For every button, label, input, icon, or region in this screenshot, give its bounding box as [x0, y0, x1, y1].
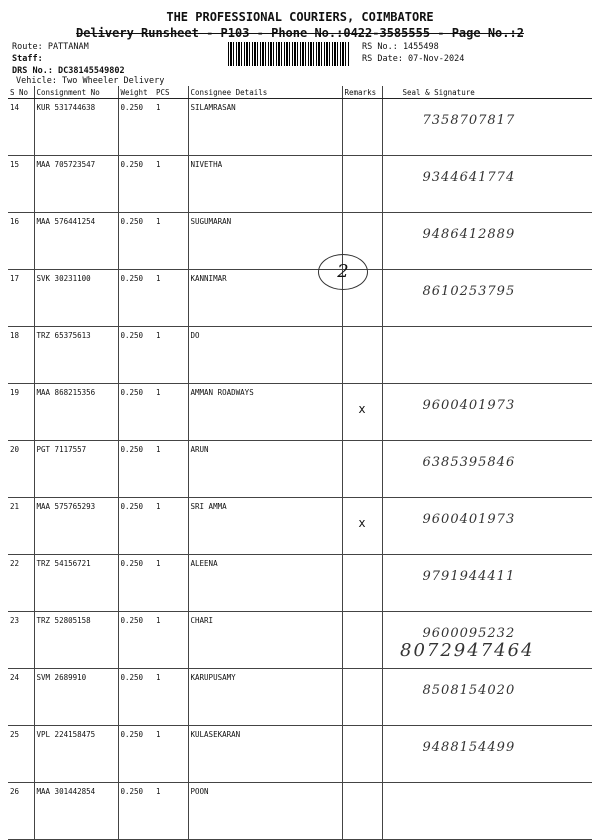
row-signature: 8508154020: [382, 669, 592, 726]
route-label: Route: PATTANAM: [12, 42, 89, 52]
row-pcs: 1: [154, 327, 188, 384]
col-weight: Weight: [118, 86, 154, 99]
row-consignment: TRZ 54156721: [34, 555, 118, 612]
runsheet-table: [8, 86, 592, 840]
row-consignee: POON: [188, 783, 342, 840]
row-signature: 9486412889: [382, 213, 592, 270]
row-remarks: x: [342, 384, 382, 441]
row-signature: 9600095232: [382, 612, 592, 669]
row-signature: 7358707817: [382, 99, 592, 156]
row-signature: 9488154499: [382, 726, 592, 783]
rs-number: RS No.: 1455498: [362, 42, 439, 52]
row-sno: 22: [8, 555, 34, 612]
row-consignee: DO: [188, 327, 342, 384]
row-sno: 17: [8, 270, 34, 327]
row-pcs: 1: [154, 270, 188, 327]
table-row: [8, 726, 592, 783]
row-sno: 25: [8, 726, 34, 783]
row-remarks: [342, 669, 382, 726]
row-consignment: MAA 868215356: [34, 384, 118, 441]
drs-number: DRS No.: DC38145549802: [12, 66, 125, 76]
row-consignment: MAA 705723547: [34, 156, 118, 213]
row-signature: 6385395846: [382, 441, 592, 498]
row-pcs: 1: [154, 783, 188, 840]
row-consignee: ALEENA: [188, 555, 342, 612]
runsheet-subtitle: Delivery Runsheet - P103 - Phone No.:0422-3585555 - Page No.:2: [76, 26, 524, 40]
table-row: [8, 441, 592, 498]
extra-phone-handwritten: 8072947464: [400, 640, 535, 661]
row-signature: [382, 327, 592, 384]
row-remarks: [342, 555, 382, 612]
row-consignee: CHARI: [188, 612, 342, 669]
row-weight: 0.250: [118, 99, 154, 156]
row-consignee: KARUPUSAMY: [188, 669, 342, 726]
table-row: [8, 270, 592, 327]
table-row: [8, 669, 592, 726]
row-sno: 16: [8, 213, 34, 270]
table-row: [8, 213, 592, 270]
table-header-row: [8, 86, 592, 99]
row-consignee: SRI AMMA: [188, 498, 342, 555]
row-consignee: SUGUMARAN: [188, 213, 342, 270]
row-remarks: [342, 726, 382, 783]
row-sno: 19: [8, 384, 34, 441]
row-weight: 0.250: [118, 498, 154, 555]
col-consignee: Consignee Details: [188, 86, 342, 99]
table-row: [8, 327, 592, 384]
row-remarks: [342, 99, 382, 156]
row-consignee: SILAMRASAN: [188, 99, 342, 156]
row-consignment: VPL 224158475: [34, 726, 118, 783]
table-row: [8, 498, 592, 555]
row-sno: 24: [8, 669, 34, 726]
company-title: THE PROFESSIONAL COURIERS, COIMBATORE: [166, 10, 434, 24]
row-weight: 0.250: [118, 555, 154, 612]
row-weight: 0.250: [118, 669, 154, 726]
row-consignment: TRZ 65375613: [34, 327, 118, 384]
staff-label: Staff:: [12, 54, 43, 64]
row-consignment: SVK 30231100: [34, 270, 118, 327]
vehicle-label: Vehicle: Two Wheeler Delivery: [16, 76, 165, 86]
row-consignment: MAA 301442854: [34, 783, 118, 840]
circled-number: 2: [318, 254, 368, 290]
row-sno: 20: [8, 441, 34, 498]
row-remarks: x: [342, 498, 382, 555]
col-consignment: Consignment No: [34, 86, 118, 99]
row-pcs: 1: [154, 441, 188, 498]
col-pcs: PCS: [154, 86, 188, 99]
row-signature: [382, 783, 592, 840]
row-consignment: MAA 575765293: [34, 498, 118, 555]
row-remarks: [342, 156, 382, 213]
row-remarks: [342, 327, 382, 384]
row-weight: 0.250: [118, 270, 154, 327]
row-pcs: 1: [154, 384, 188, 441]
row-signature: 9344641774: [382, 156, 592, 213]
row-pcs: 1: [154, 213, 188, 270]
row-sno: 15: [8, 156, 34, 213]
table-row: [8, 555, 592, 612]
barcode: [228, 42, 350, 66]
row-consignment: MAA 576441254: [34, 213, 118, 270]
row-sno: 14: [8, 99, 34, 156]
col-signature: Seal & Signature: [382, 86, 592, 99]
col-remarks: Remarks: [342, 86, 382, 99]
row-signature: 8610253795: [382, 270, 592, 327]
row-weight: 0.250: [118, 441, 154, 498]
row-weight: 0.250: [118, 726, 154, 783]
row-pcs: 1: [154, 156, 188, 213]
row-signature: 9791944411: [382, 555, 592, 612]
row-weight: 0.250: [118, 156, 154, 213]
row-consignment: PGT 7117557: [34, 441, 118, 498]
row-pcs: 1: [154, 612, 188, 669]
row-sno: 23: [8, 612, 34, 669]
row-signature: 9600401973: [382, 384, 592, 441]
row-weight: 0.250: [118, 327, 154, 384]
table-row: [8, 783, 592, 840]
row-pcs: 1: [154, 726, 188, 783]
row-consignee: KULASEKARAN: [188, 726, 342, 783]
row-consignment: TRZ 52805158: [34, 612, 118, 669]
row-sno: 18: [8, 327, 34, 384]
row-remarks: [342, 783, 382, 840]
col-sno: S No: [8, 86, 34, 99]
row-weight: 0.250: [118, 213, 154, 270]
row-consignee: NIVETHA: [188, 156, 342, 213]
row-pcs: 1: [154, 498, 188, 555]
row-consignee: ARUN: [188, 441, 342, 498]
table-row: [8, 384, 592, 441]
row-remarks: [342, 612, 382, 669]
row-pcs: 1: [154, 99, 188, 156]
row-weight: 0.250: [118, 783, 154, 840]
row-sno: 26: [8, 783, 34, 840]
row-weight: 0.250: [118, 384, 154, 441]
row-weight: 0.250: [118, 612, 154, 669]
row-sno: 21: [8, 498, 34, 555]
row-pcs: 1: [154, 669, 188, 726]
row-consignment: KUR 531744638: [34, 99, 118, 156]
table-row: [8, 99, 592, 156]
row-consignment: SVM 2689910: [34, 669, 118, 726]
row-consignee: KANNIMAR: [188, 270, 342, 327]
row-pcs: 1: [154, 555, 188, 612]
table-row: [8, 156, 592, 213]
row-remarks: [342, 441, 382, 498]
row-consignee: AMMAN ROADWAYS: [188, 384, 342, 441]
rs-date: RS Date: 07-Nov-2024: [362, 54, 465, 64]
row-signature: 9600401973: [382, 498, 592, 555]
